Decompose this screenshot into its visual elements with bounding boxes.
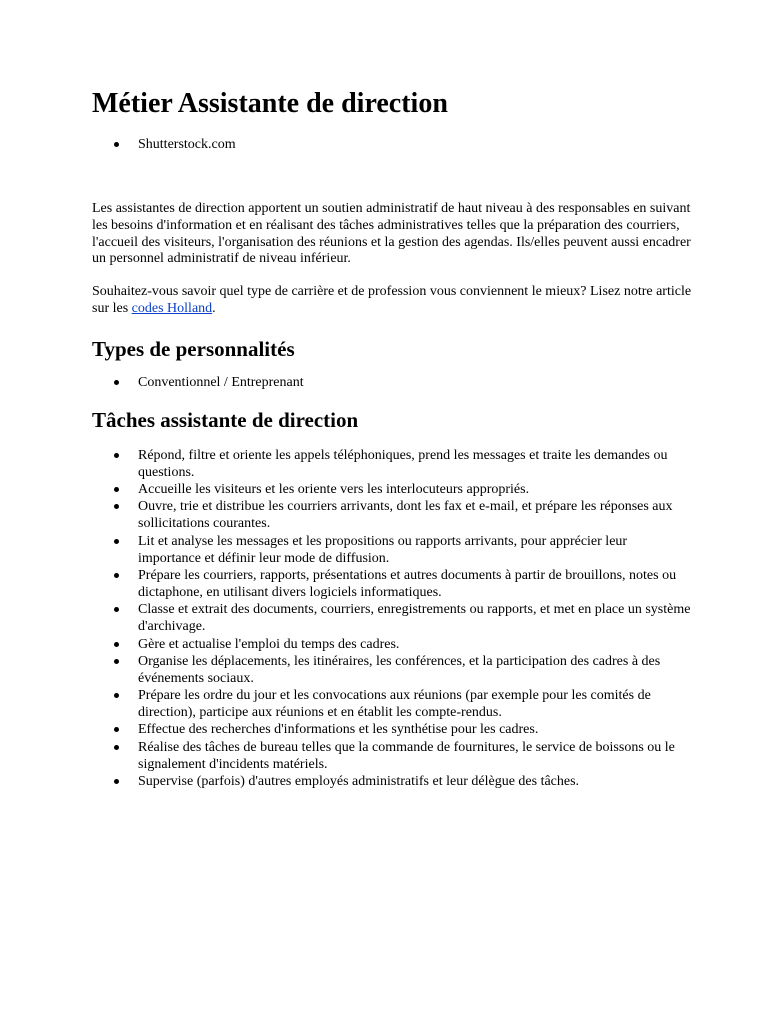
list-item: Classe et extrait des documents, courriers, enregistrements ou rapports, et met en place un système d'archivage.: [138, 602, 691, 635]
list-item: Réalise des tâches de bureau telles que la commande de fournitures, le service de boissons ou le signalement d'incidents matériels.: [138, 739, 692, 773]
tasks-heading: Tâches assistante de direction: [92, 407, 359, 432]
holland-paragraph: [92, 284, 692, 318]
intro-paragraph: Les assistantes de direction apportent un soutien administratif de haut niveau à des responsables en suivant les besoins d'information et en réalisant des tâches administratives telles que la préparation des courriers, l'accueil des visiteurs, l'organisation des réunions et la gestion des agendas. Ils/elles peuvent aussi encadrer un personnel administratif de niveau inférieur.: [92, 201, 691, 267]
types-heading: Types de personnalités: [92, 336, 295, 361]
list-item: Répond, filtre et oriente les appels téléphoniques, prend les messages et traite les demandes ou questions.: [138, 447, 692, 481]
page-title: Métier Assistante de direction: [92, 88, 448, 119]
codes-holland-link[interactable]: codes Holland: [131, 300, 213, 316]
list-item: Prépare les courriers, rapports, présentations et autres documents à partir de brouillons, notes ou dictaphone, en utilisant divers logiciels informatiques.: [138, 567, 692, 601]
source-list: [92, 136, 692, 153]
list-item: Shutterstock.com: [138, 136, 692, 153]
list-item: Accueille les visiteurs et les oriente vers les interlocuteurs appropriés.: [138, 481, 692, 498]
types-list: [92, 374, 692, 391]
list-item: Prépare les ordre du jour et les convocations aux réunions (par exemple pour les comités de direction), participe aux réunions et en établit les compte-rendus.: [138, 687, 692, 721]
list-item: Organise les déplacements, les itinéraires, les conférences, et la participation des cadres à des événements sociaux.: [138, 653, 692, 687]
tasks-list: [92, 447, 692, 790]
list-item: Ouvre, trie et distribue les courriers arrivants, dont les fax et e-mail, et prépare les réponses aux sollicitations courantes.: [138, 498, 692, 532]
list-item: Conventionnel / Entreprenant: [138, 374, 692, 391]
list-item: Lit et analyse les messages et les propositions ou rapports arrivants, pour apprécier leur importance et définir leur mode de diffusion.: [138, 533, 692, 567]
list-item: Supervise (parfois) d'autres employés administratifs et leur délègue des tâches.: [138, 773, 692, 790]
holland-text: Souhaitez-vous savoir quel type de carrière et de profession vous conviennent le mieux? Lisez notre article sur les: [92, 284, 692, 316]
list-item: Gère et actualise l'emploi du temps des cadres.: [138, 636, 692, 653]
holland-text-end: .: [212, 300, 216, 316]
list-item: Effectue des recherches d'informations et les synthétise pour les cadres.: [138, 721, 692, 738]
document-page: [92, 82, 692, 790]
